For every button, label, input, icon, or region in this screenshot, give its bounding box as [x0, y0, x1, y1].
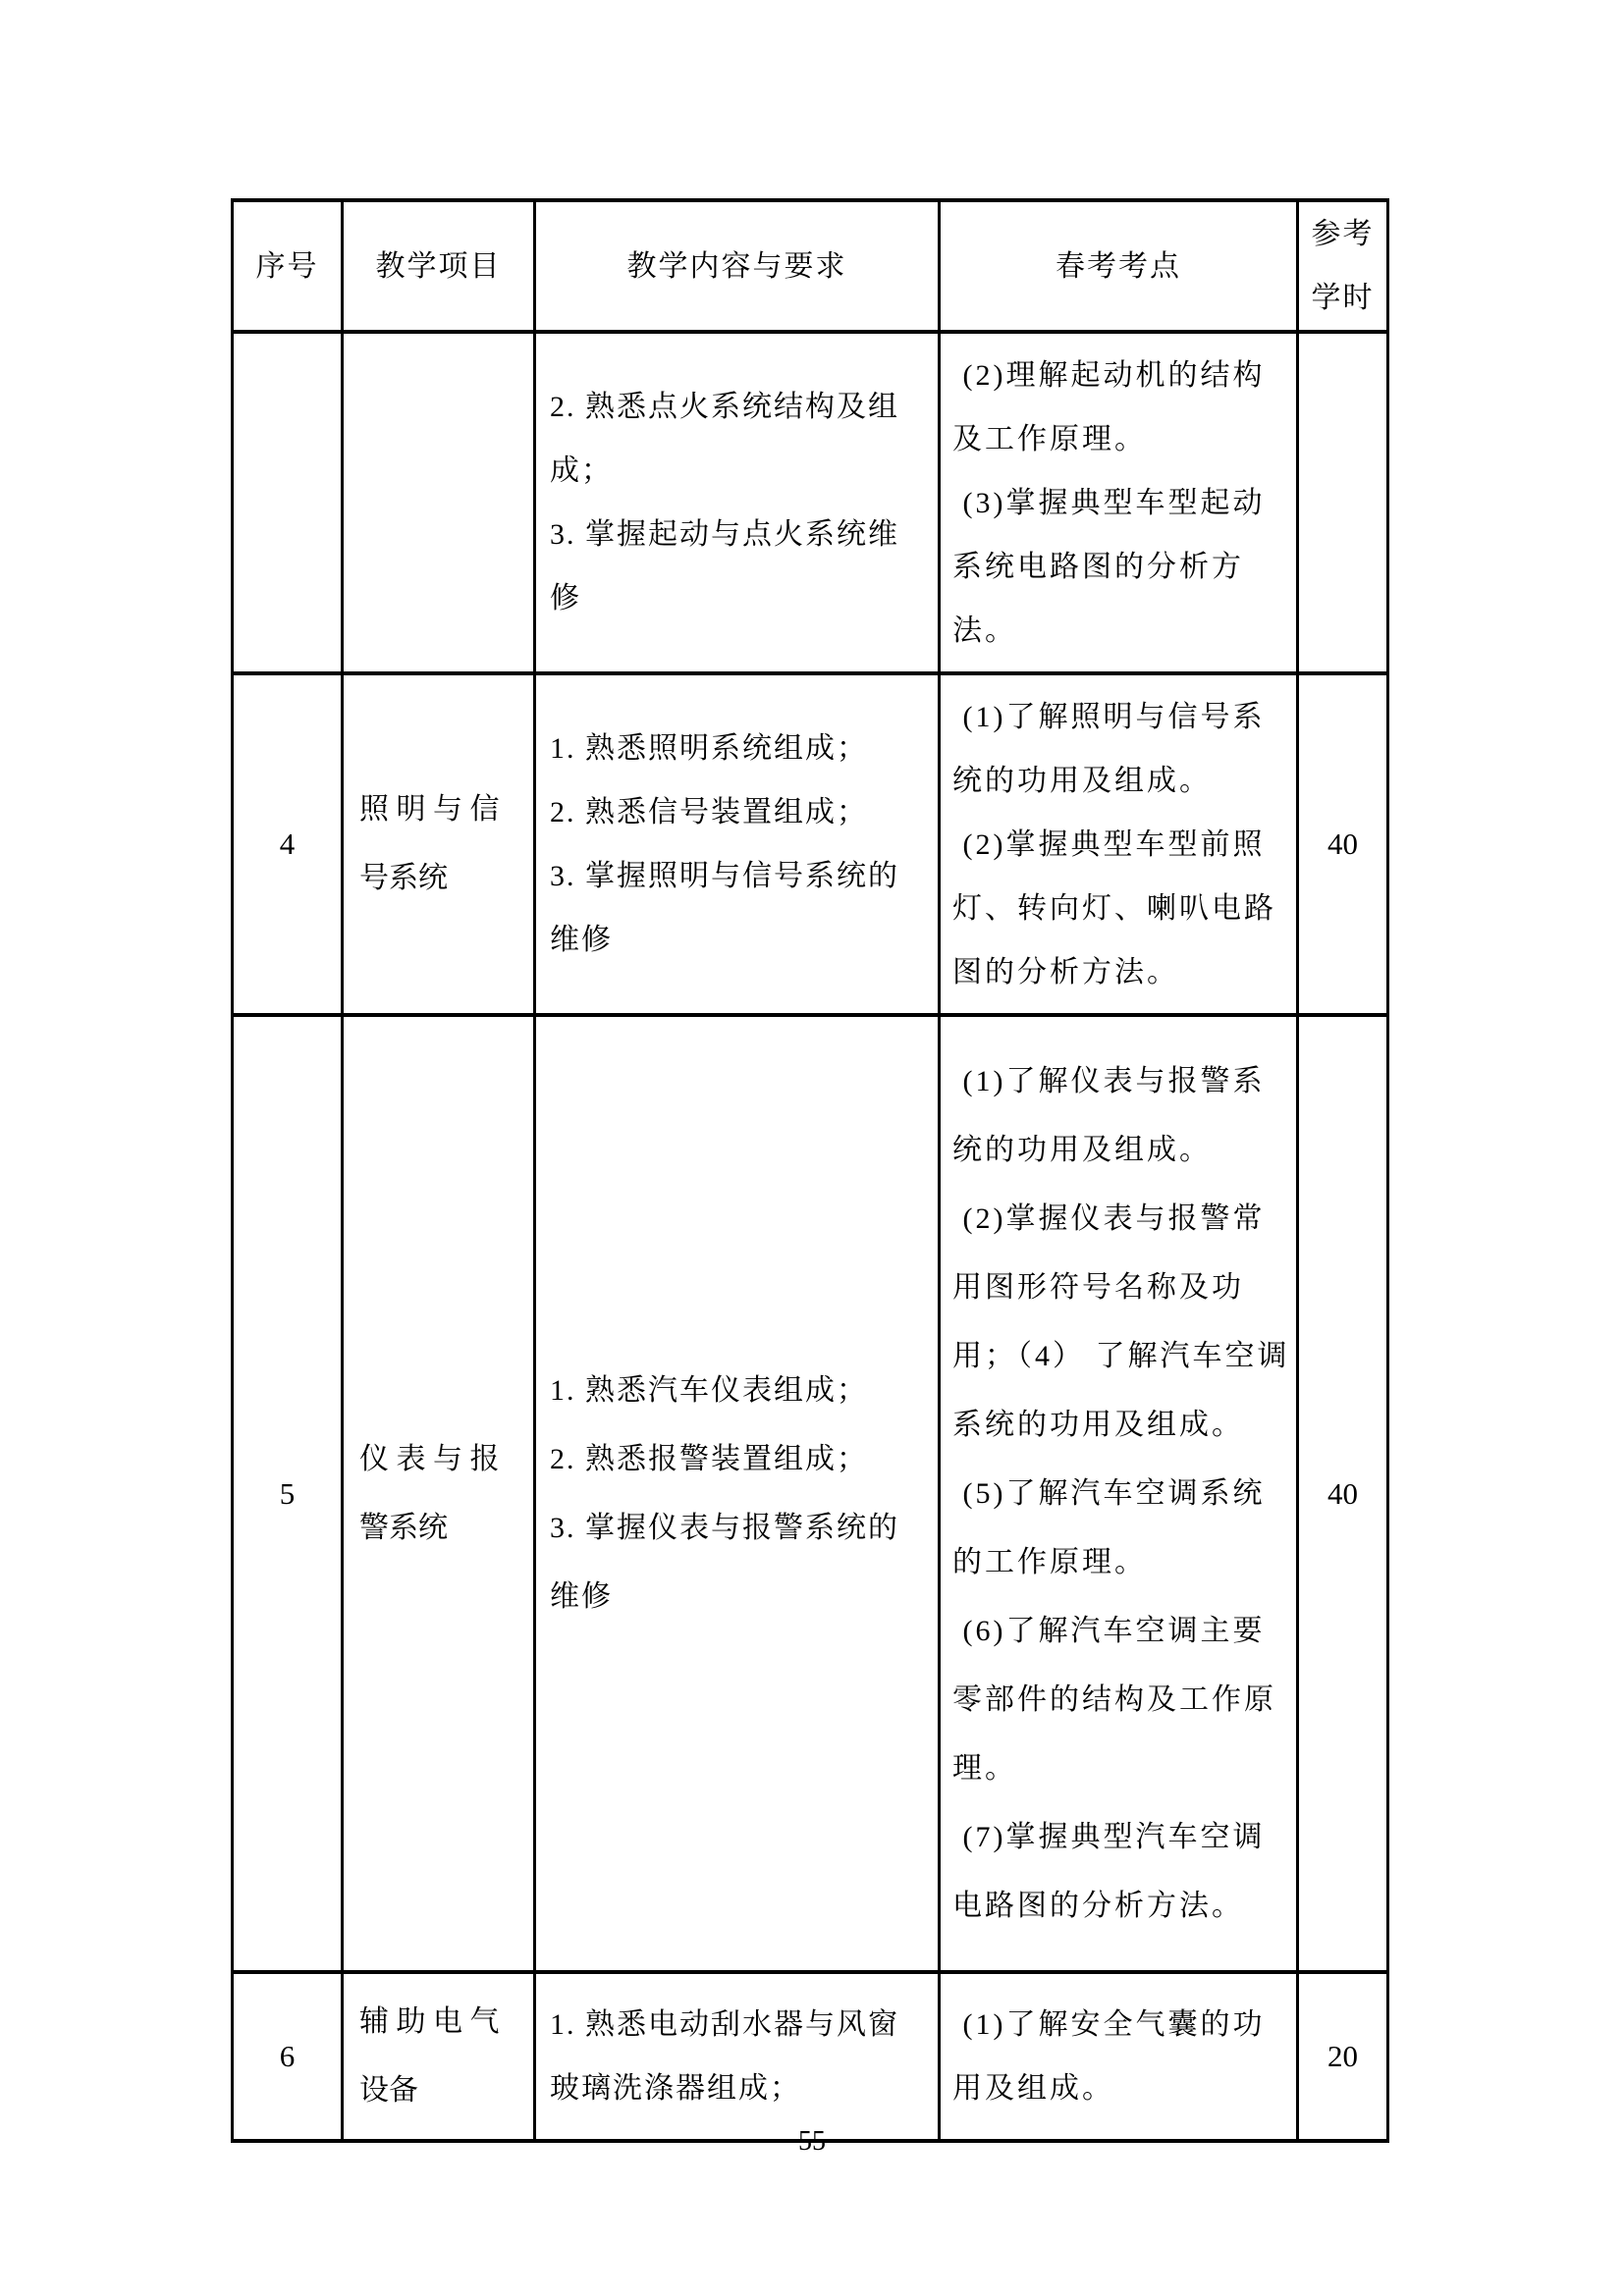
table-header-row: [233, 200, 1388, 332]
text-line: 2. 熟悉信号装置组成；: [550, 796, 868, 828]
cell-content: [535, 1015, 940, 1972]
text-line: 法。: [952, 614, 1017, 647]
text-line: 理。: [952, 1751, 1017, 1785]
cell-exam-points: [940, 673, 1298, 1015]
text-line: 用；（4） 了解汽车空调: [952, 1339, 1290, 1372]
text-line: 系统的功用及组成。: [952, 1408, 1244, 1441]
text-line: 辅 助 电 气: [359, 2005, 500, 2038]
cell-seq: 4: [233, 673, 343, 1015]
text-line: 用及组成。: [952, 2072, 1114, 2105]
cell-project: [343, 673, 535, 1015]
header-hours: [1298, 200, 1388, 332]
cell-hours: [1298, 332, 1388, 673]
text-line: 及工作原理。: [952, 422, 1147, 455]
cell-content: [535, 332, 940, 673]
cell-project: [343, 1972, 535, 2141]
text-line: (6)了解汽车空调主要: [952, 1614, 1266, 1647]
text-line: 统的功用及组成。: [952, 764, 1212, 797]
text-line: 维修: [550, 1579, 613, 1613]
header-content: [535, 200, 940, 332]
text-line: 仪 表 与 报: [359, 1442, 500, 1475]
text-line: 3. 掌握照明与信号系统的: [550, 860, 899, 892]
cell-project: [343, 332, 535, 673]
text-line: 维修: [550, 924, 613, 956]
text-line: 设备: [359, 2074, 418, 2107]
text-line: 序号: [255, 249, 319, 283]
text-line: 3. 掌握起动与点火系统维: [550, 518, 899, 551]
text-line: 学时: [1311, 282, 1375, 314]
text-line: 玻璃洗涤器组成；: [550, 2072, 801, 2105]
text-line: 用图形符号名称及功: [952, 1270, 1244, 1304]
cell-hours: 20: [1298, 1972, 1388, 2141]
text-line: (2)掌握典型车型前照: [952, 828, 1266, 861]
page-number: 55: [798, 2126, 826, 2157]
text-line: 警系统: [359, 1511, 448, 1544]
text-line: 教学项目: [375, 249, 502, 283]
cell-project: [343, 1015, 535, 1972]
text-line: 2. 熟悉报警装置组成；: [550, 1442, 868, 1475]
cell-exam-points: [940, 1972, 1298, 2141]
text-line: 1. 熟悉汽车仪表组成；: [550, 1373, 868, 1407]
cell-seq: [233, 332, 343, 673]
text-line: (5)了解汽车空调系统: [952, 1476, 1266, 1510]
text-line: 2. 熟悉点火系统结构及组: [550, 391, 899, 423]
text-line: (2)掌握仪表与报警常: [952, 1201, 1266, 1235]
text-line: 教学内容与要求: [626, 249, 847, 283]
header-project: [343, 200, 535, 332]
table-row-6: [233, 1972, 1388, 2141]
cell-hours: 40: [1298, 673, 1388, 1015]
text-line: (3)掌握典型车型起动: [952, 486, 1266, 519]
text-line: 统的功用及组成。: [952, 1133, 1212, 1166]
cell-content: [535, 1972, 940, 2141]
text-line: 3. 掌握仪表与报警系统的: [550, 1511, 899, 1544]
header-exam-points: [940, 200, 1298, 332]
table-row-5: [233, 1015, 1388, 1972]
curriculum-table: [231, 198, 1389, 2143]
text-line: (7)掌握典型汽车空调: [952, 1820, 1266, 1853]
text-line: 修: [550, 582, 581, 614]
cell-exam-points: [940, 332, 1298, 673]
cell-content: [535, 673, 940, 1015]
text-line: 1. 熟悉照明系统组成；: [550, 732, 868, 765]
text-line: 参考: [1311, 218, 1375, 250]
header-seq: [233, 200, 343, 332]
cell-hours: 40: [1298, 1015, 1388, 1972]
text-line: (1)了解仪表与报警系: [952, 1064, 1266, 1097]
text-line: 零部件的结构及工作原: [952, 1682, 1276, 1716]
text-line: 的工作原理。: [952, 1545, 1147, 1578]
cell-seq: 6: [233, 1972, 343, 2141]
cell-seq: 5: [233, 1015, 343, 1972]
text-line: (1)了解照明与信号系: [952, 700, 1266, 733]
table-row-continuation: [233, 332, 1388, 673]
text-line: 号系统: [359, 862, 448, 894]
cell-exam-points: [940, 1015, 1298, 1972]
text-line: 图的分析方法。: [952, 955, 1179, 988]
text-line: 1. 熟悉电动刮水器与风窗: [550, 2008, 899, 2041]
text-line: 电路图的分析方法。: [952, 1889, 1244, 1922]
text-line: 系统电路图的分析方: [952, 550, 1244, 583]
text-line: 照 明 与 信: [359, 793, 500, 826]
text-line: (2)理解起动机的结构: [952, 358, 1266, 392]
table-row-4: [233, 673, 1388, 1015]
text-line: 春考考点: [1056, 249, 1181, 283]
text-line: 灯、转向灯、喇叭电路: [952, 891, 1276, 925]
text-line: 成；: [550, 454, 613, 487]
text-line: (1)了解安全气囊的功: [952, 2008, 1266, 2041]
